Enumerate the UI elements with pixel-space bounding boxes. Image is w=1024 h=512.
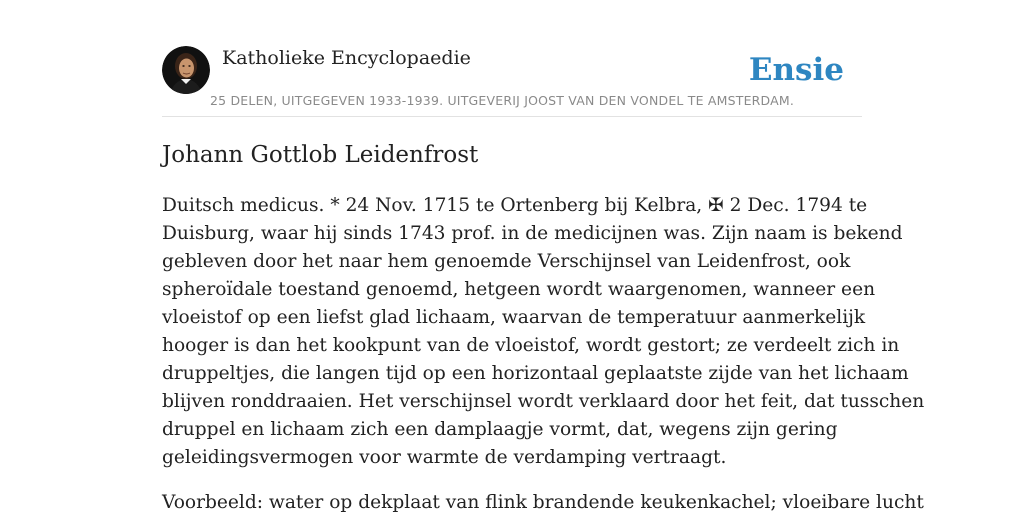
article-body (162, 192, 925, 512)
source-title[interactable]: Katholieke Encyclopaedie (222, 47, 471, 69)
paragraph-line: spheroïdale toestand genoemd, hetgeen wordt waargenomen, wanneer een (162, 279, 876, 300)
paragraph-line: Duisburg, waar hij sinds 1743 prof. in de medicijnen was. Zijn naam is bekend (162, 223, 903, 244)
source-meta: 25 DELEN, UITGEGEVEN 1933-1939. UITGEVERIJ JOOST VAN DEN VONDEL TE AMSTERDAM. (210, 93, 795, 108)
paragraph-line: hooger is dan het kookpunt van de vloeistof, wordt gestort; ze verdeelt zich in (162, 335, 900, 356)
paragraph-line: druppel en lichaam zich een damplaagje vormt, dat, wegens zijn gering (162, 419, 838, 440)
ensie-logo-link[interactable]: Ensie (748, 52, 844, 88)
paragraph-line: vloeistof op een liefst glad lichaam, waarvan de temperatuur aanmerkelijk (162, 307, 866, 328)
paragraph-line: blijven ronddraaien. Het verschijnsel wordt verklaard door het feit, dat tusschen (162, 391, 925, 412)
paragraph-line: Voorbeeld: water op dekplaat van flink brandende keukenkachel; vloeibare lucht (162, 492, 924, 512)
paragraph-line: geleidingsvermogen voor warmte de verdamping vertraagt. (162, 447, 727, 468)
author-portrait-avatar[interactable] (162, 46, 210, 94)
paragraph-line: gebleven door het naar hem genoemde Verschijnsel van Leidenfrost, ook (162, 251, 851, 272)
article-paragraph (162, 489, 924, 512)
article-title: Johann Gottlob Leidenfrost (162, 142, 479, 168)
article-paragraph (162, 192, 925, 472)
paragraph-line: druppeltjes, die langen tijd op een horizontaal geplaatste zijde van het lichaam (162, 363, 909, 384)
source-header (162, 46, 862, 117)
paragraph-line: Duitsch medicus. * 24 Nov. 1715 te Ortenberg bij Kelbra, ✠ 2 Dec. 1794 te (162, 195, 868, 216)
